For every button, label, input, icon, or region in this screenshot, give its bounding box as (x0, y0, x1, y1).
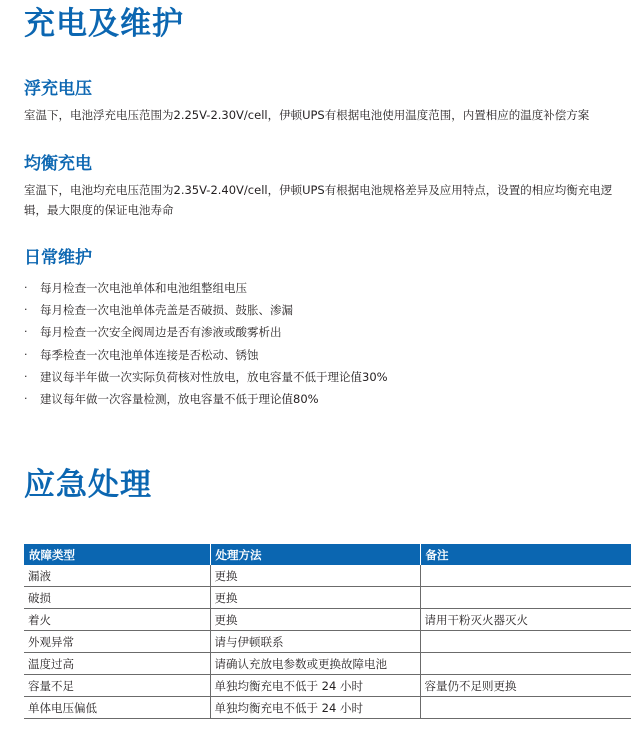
table-row (24, 675, 631, 697)
list-item (24, 346, 388, 368)
header-handling-method: 处理方法 (210, 544, 420, 565)
cell-fault-type: 漏液 (24, 565, 210, 587)
table-row (24, 631, 631, 653)
cell-fault-type: 容量不足 (24, 675, 210, 697)
cell-remarks: 容量仍不足则更换 (420, 675, 631, 697)
cell-remarks (420, 697, 631, 719)
list-item-text: 每月检查一次安全阀周边是否有渗液或酸雾析出 (40, 325, 282, 340)
cell-fault-type: 着火 (24, 609, 210, 631)
table-row (24, 653, 631, 675)
equalize-charge-text: 室温下，电池均充电压范围为2.35V-2.40V/cell，伊顿UPS有根据电池规格差异及应用特点，设置的相应均衡充电逻辑，最大限度的保证电池寿命 (24, 183, 613, 217)
maintenance-list (24, 279, 388, 412)
bullet-icon: · (24, 325, 28, 339)
bullet-icon: · (24, 347, 28, 361)
equalize-charge-heading: 均衡充电 (24, 154, 92, 174)
cell-handling-method: 更换 (210, 587, 420, 609)
fault-table (24, 544, 631, 719)
bullet-icon: · (24, 391, 28, 405)
list-item-text: 每月检查一次电池单体壳盖是否破损、鼓胀、渗漏 (40, 303, 293, 318)
cell-remarks (420, 631, 631, 653)
cell-fault-type: 温度过高 (24, 653, 210, 675)
list-item-text: 建议每年做一次容量检测，放电容量不低于理论值80% (40, 391, 319, 406)
cell-handling-method: 单独均衡充电不低于 24 小时 (210, 675, 420, 697)
cell-remarks: 请用干粉灭火器灭火 (420, 609, 631, 631)
list-item-text: 每月检查一次电池单体和电池组整组电压 (40, 281, 247, 295)
list-item (24, 368, 388, 390)
table-header-row (24, 544, 631, 565)
header-fault-type: 故障类型 (24, 544, 210, 565)
cell-fault-type: 破损 (24, 587, 210, 609)
cell-remarks (420, 565, 631, 587)
list-item (24, 279, 388, 301)
bullet-icon: · (24, 369, 28, 383)
list-item (24, 301, 388, 323)
section-title-emergency: 应急处理 (24, 467, 152, 503)
float-voltage-text: 室温下，电池浮充电压范围为2.25V-2.30V/cell，伊顿UPS有根据电池使用温度范围，内置相应的温度补偿方案 (24, 108, 590, 122)
daily-maintenance-heading: 日常维护 (24, 248, 92, 268)
cell-handling-method: 请确认充放电参数或更换故障电池 (210, 653, 420, 675)
list-item (24, 323, 388, 345)
cell-handling-method: 请与伊顿联系 (210, 631, 420, 653)
section-title-charging: 充电及维护 (24, 6, 184, 42)
cell-fault-type: 外观异常 (24, 631, 210, 653)
cell-handling-method: 更换 (210, 565, 420, 587)
list-item (24, 390, 388, 412)
list-item-text: 每季检查一次电池单体连接是否松动、锈蚀 (40, 347, 259, 362)
cell-handling-method: 单独均衡充电不低于 24 小时 (210, 697, 420, 719)
table-row (24, 587, 631, 609)
bullet-icon: · (24, 303, 28, 317)
cell-handling-method: 更换 (210, 609, 420, 631)
float-voltage-heading: 浮充电压 (24, 79, 92, 99)
table-row (24, 565, 631, 587)
cell-fault-type: 单体电压偏低 (24, 697, 210, 719)
cell-remarks (420, 653, 631, 675)
table-row (24, 697, 631, 719)
header-remarks: 备注 (420, 544, 631, 565)
list-item-text: 建议每半年做一次实际负荷核对性放电，放电容量不低于理论值30% (40, 369, 388, 384)
table-row (24, 609, 631, 631)
cell-remarks (420, 587, 631, 609)
bullet-icon: · (24, 281, 28, 294)
